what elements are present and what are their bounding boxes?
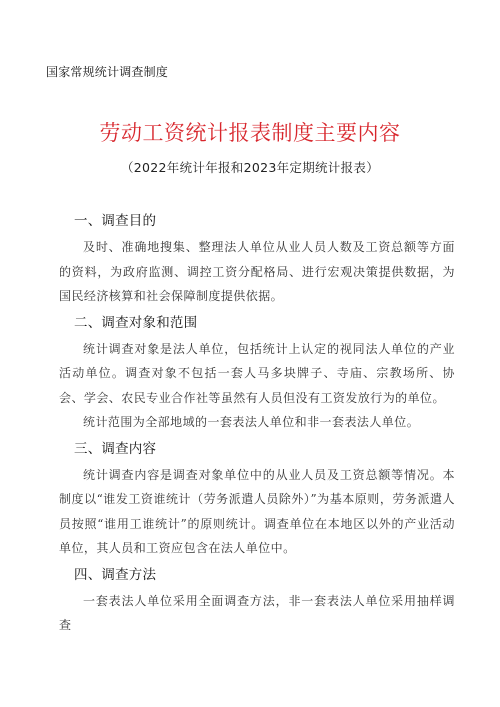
paragraph: 及时、准确地搜集、整理法人单位从业人员人数及工资总额等方面的资料，为政府监测、调控工资分配格局、进行宏观决策提供数据，为国民经济核算和社会保障制度提供依据。 bbox=[59, 240, 455, 303]
paragraph: 统计调查对象是法人单位，包括统计上认定的视同法人单位的产业活动单位。调查对象不包括一套人马多块牌子、寺庙、宗教场所、协会、学会、农民专业合作社等虽然有人员但没有工资发放行为的单位。 bbox=[59, 341, 455, 405]
section-method bbox=[59, 565, 455, 638]
header-note: 国家常规统计调查制度 bbox=[46, 65, 169, 79]
section-scope bbox=[59, 313, 455, 435]
document-body bbox=[59, 211, 455, 642]
section-heading: 二、调查对象和范围 bbox=[74, 314, 198, 331]
section-heading: 一、调查目的 bbox=[74, 213, 157, 229]
section-heading: 三、调查内容 bbox=[74, 440, 157, 457]
paragraph: 统计范围为全部地域的一套表法人单位和非一套表法人单位。 bbox=[83, 415, 420, 429]
paragraph: 统计调查内容是调查对象单位中的从业人员及工资总额等情况。本制度以“谁发工资谁统计（劳务派遣人员除外）”为基本原则，劳务派遣人员按照“谁用工谁统计”的原则统计。调查单位在本地区以外的产业活动单位，其人员和工资应包含在法人单位中。 bbox=[59, 467, 455, 555]
section-heading: 四、调查方法 bbox=[74, 566, 157, 583]
document-subtitle: （2022年统计年报和2023年定期统计报表） bbox=[120, 160, 380, 175]
document-title: 劳动工资统计报表制度主要内容 bbox=[99, 121, 401, 145]
section-content bbox=[59, 439, 455, 561]
paragraph: 一套表法人单位采用全面调查方法，非一套表法人单位采用抽样调查 bbox=[59, 593, 455, 632]
section-purpose bbox=[59, 211, 455, 309]
